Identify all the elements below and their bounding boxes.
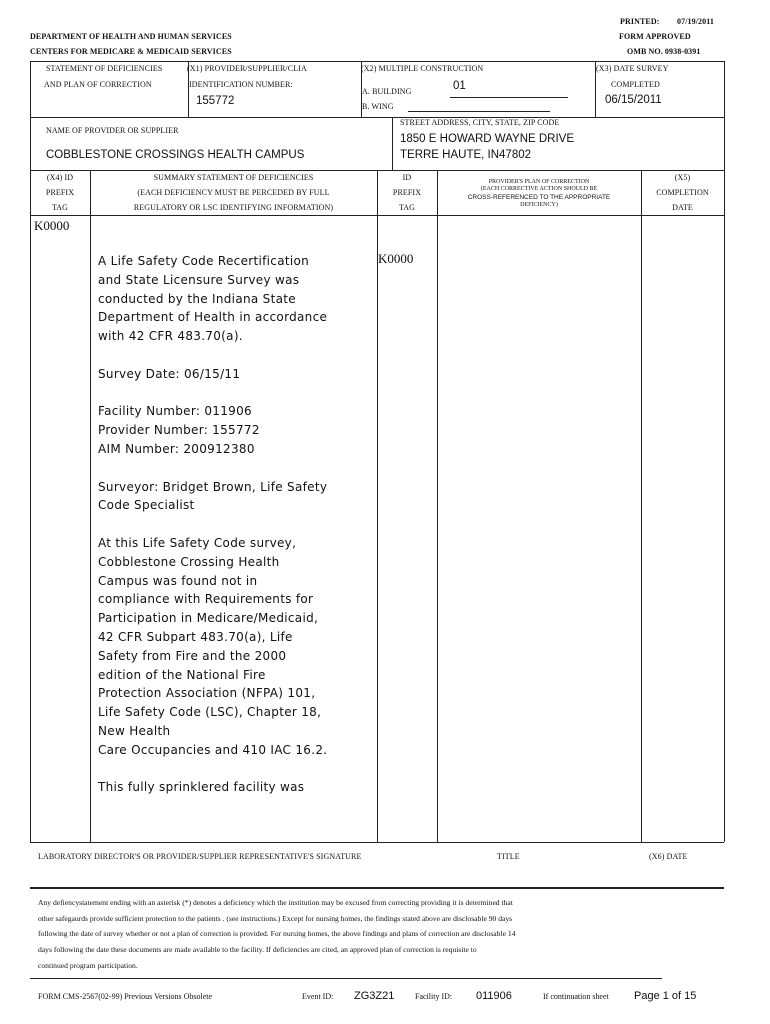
right-prefix-tag: K0000 [378,251,414,266]
centers-name: CENTERS FOR MEDICARE & MEDICAID SERVICES [30,47,232,56]
address-label: STREET ADDRESS, CITY, STATE, ZIP CODE [400,118,560,127]
form-approved: FORM APPROVED [619,32,691,41]
facility-id-value: 011906 [476,990,512,1002]
id-header-line2: PREFIX [392,188,422,197]
id-header-line1: ID [402,173,412,182]
x1-label-line2: IDENTIFICATION NUMBER: [189,80,293,89]
building-label: A. BUILDING [362,87,412,96]
summary-header-line3: REGULATORY OR LSC IDENTIFYING INFORMATION) [133,203,334,212]
address-line2: TERRE HAUTE, IN47802 [400,149,532,161]
footnote-line: following the date of survey whether or not a plan of correction is provided. For nursing homes, the above findings and plans of correction are disclosable 14 [38,929,516,938]
summary-paragraph: At this Life Safety Code survey, Cobblestone Crossing Health Campus was found not in compliance with Requirements for Participation in Medicare/Medicaid, 42 CFR Subpart 483.70(a), Life Safety from Fire and the 2000 edition of the National Fire Protection Association (NFPA) 101, Life Safety Code (LSC), Chapter 18, New Health Care Occupancies and 410 IAC 16.2. [98,535,328,757]
event-id-value: ZG3Z21 [354,990,395,1002]
plan-header-line1: PROVIDER'S PLAN OF CORRECTION [488,179,590,185]
provider-name-label: NAME OF PROVIDER OR SUPPLIER [46,126,179,135]
printed-date: 07/19/2011 [677,17,715,26]
summary-paragraph: This fully sprinklered facility was [98,780,305,795]
page-number: Page 1 of 15 [634,990,697,1002]
x4-header-line2: PREFIX [45,188,75,197]
summary-header-line1: SUMMARY STATEMENT OF DEFICIENCIES [153,173,314,182]
x3-label-line1: (X3) DATE SURVEY [596,64,669,73]
provider-id-value: 155772 [196,95,235,107]
x5-header-line1: (X5) [674,173,691,182]
x1-label-line1: (X1) PROVIDER/SUPPLIER/CLIA [187,64,307,73]
event-id-label: Event ID: [302,992,334,1001]
form-number: FORM CMS-2567(02-99) Previous Versions Obsolete [38,992,213,1001]
address-line1: 1850 E HOWARD WAYNE DRIVE [400,133,575,145]
x5-header-line2: COMPLETION [656,188,709,197]
wing-label: B. WING [362,102,394,111]
x4-header-line1: (X4) ID [46,173,74,182]
summary-paragraph: Survey Date: 06/15/11 [98,366,241,381]
left-prefix-tag: K0000 [34,218,70,233]
printed-label: PRINTED: [620,17,660,26]
omb-number: OMB NO. 0938-0391 [627,47,701,56]
x2-label: (X2) MULTIPLE CONSTRUCTION [361,64,484,73]
summary-paragraph: Facility Number: 011906 Provider Number: 155772 AIM Number: 200912380 [98,404,260,456]
provider-name-value: COBBLESTONE CROSSINGS HEALTH CAMPUS [46,149,305,161]
footnote-line: other safegaurds provide sufficient protection to the patients . (see instructions.) Except for nursing homes, the findings stated above are disclosable 90 days [38,914,513,923]
survey-date-value: 06/15/2011 [605,94,662,106]
title-label: TITLE [497,852,520,861]
facility-id-label: Facility ID: [415,992,453,1001]
plan-header-line3: CROSS-REFERENCED TO THE APPROPRIATE [467,194,611,201]
continuation-label: If continuation sheet [543,992,609,1001]
footnote-line: days following the date these documents are made available to the facility. If deficiencies are cited, an approved plan of correction is requisite to [38,945,477,954]
x4-header-line3: TAG [51,203,69,212]
statement-label-line2: AND PLAN OF CORRECTION [44,80,152,89]
footnote-line: continued program participation. [38,961,138,970]
summary-paragraph: A Life Safety Code Recertification and State Licensure Survey was conducted by the Indiana State Department of Health in accordance with 42 CFR 483.70(a). [98,254,328,344]
summary-header-line2: (EACH DEFICIENCY MUST BE PERCEDED BY FULL [137,188,330,197]
x6-date-label: (X6) DATE [649,852,688,861]
summary-statement [98,252,328,816]
x5-header-line3: DATE [672,203,693,212]
plan-header-line2: (EACH CORRECTIVE ACTION SHOULD BE [480,186,598,192]
signature-label: LABORATORY DIRECTOR'S OR PROVIDER/SUPPLIER REPRESENTATIVE'S SIGNATURE [38,852,362,861]
id-header-line3: TAG [398,203,416,212]
statement-label-line1: STATEMENT OF DEFICIENCIES [46,64,163,73]
footnote-line: Any defiencystatement ending with an asterisk (*) denotes a deficiency which the institution may be excused from correcting providing it is determined that [38,898,513,907]
building-value: 01 [453,80,466,92]
department-name: DEPARTMENT OF HEALTH AND HUMAN SERVICES [30,32,232,41]
summary-paragraph: Surveyor: Bridget Brown, Life Safety Code Specialist [98,479,328,513]
plan-header-line4: DEFICIENCY) [520,202,558,208]
x3-label-line2: COMPLETED [611,80,660,89]
